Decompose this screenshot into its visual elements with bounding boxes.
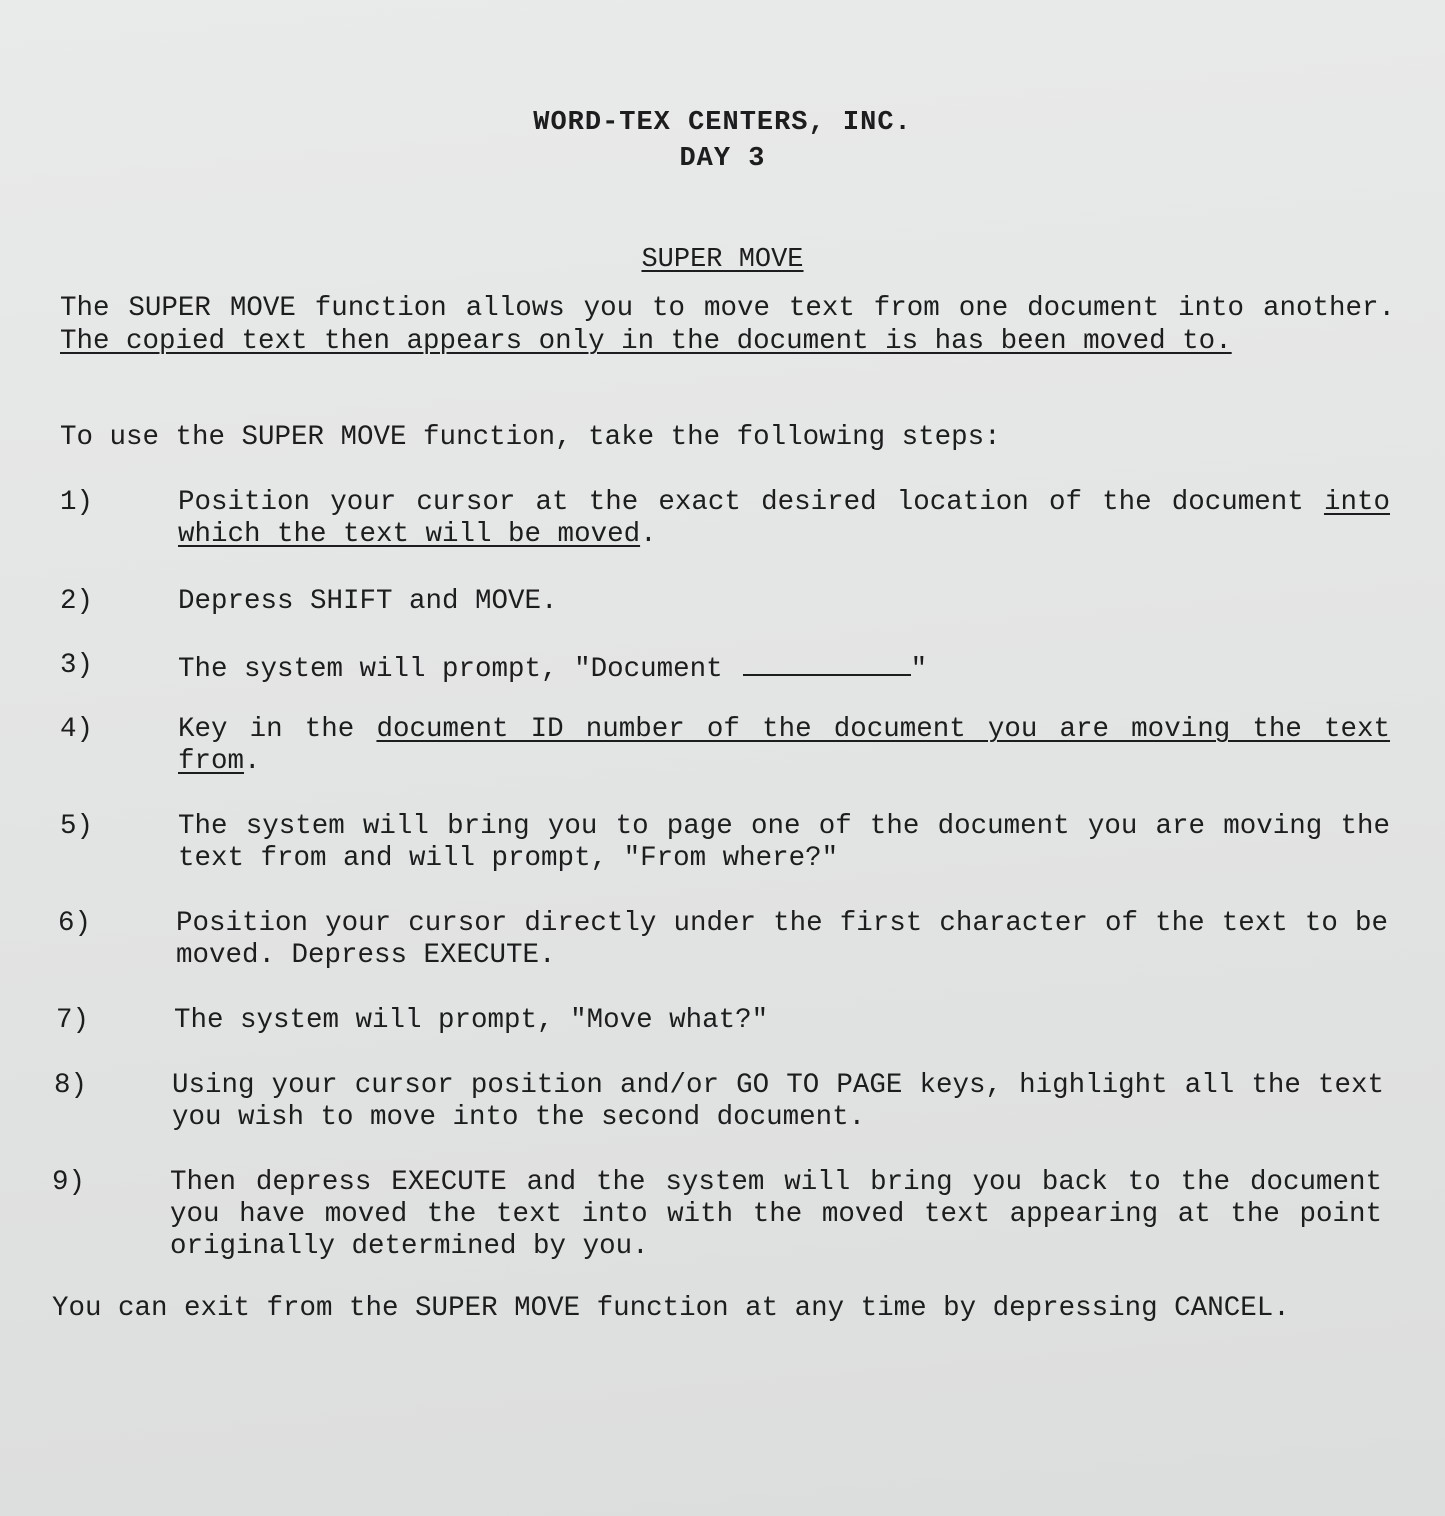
step-text-plain: The system will prompt, "Document xyxy=(178,654,723,685)
step-number: 4) xyxy=(60,714,94,745)
document-header xyxy=(0,105,1445,177)
step-number: 9) xyxy=(52,1167,86,1198)
step-text xyxy=(178,487,1390,551)
step-number: 7) xyxy=(56,1005,90,1036)
section-title xyxy=(0,243,1445,277)
section-title-text: SUPER MOVE xyxy=(641,245,804,275)
step-text: Then depress EXECUTE and the system will bring you back to the document you have moved the text into with the moved text appearing at the point originally determined by you. xyxy=(170,1167,1382,1262)
step-text: The system will bring you to page one of the document you are moving the text from and will prompt, "From where?" xyxy=(178,811,1390,874)
step-text-plain: Key in the xyxy=(178,714,377,745)
step-text-end: " xyxy=(910,654,928,685)
intro-paragraph xyxy=(60,292,1395,358)
step-number: 1) xyxy=(60,487,94,518)
step-text-end: . xyxy=(640,519,657,550)
step-number: 6) xyxy=(58,908,92,939)
company-name: WORD-TEX CENTERS, INC. xyxy=(533,108,912,138)
step-text-end: . xyxy=(244,746,261,777)
step-text-underlined: into which the text will be moved xyxy=(178,487,1390,550)
step-text-plain: Position your cursor at the exact desired location of the document xyxy=(178,487,1324,518)
step-text-underlined: document ID number of the document you are moving the text from xyxy=(178,714,1391,777)
step-text xyxy=(178,650,1390,686)
step-number: 8) xyxy=(54,1070,88,1101)
document-blank-line xyxy=(743,650,911,676)
step-number: 5) xyxy=(60,811,94,842)
intro-text: The SUPER MOVE function allows you to move text from one document into another. xyxy=(60,293,1395,324)
step-text: Using your cursor position and/or GO TO PAGE keys, highlight all the text you wish to move into the second document. xyxy=(172,1070,1384,1133)
intro-underlined-text: The copied text then appears only in the document is has been moved to. xyxy=(60,326,1232,357)
step-number: 2) xyxy=(60,586,94,617)
step-text: Position your cursor directly under the first character of the text to be moved. Depress EXECUTE. xyxy=(176,908,1388,971)
step-text: The system will prompt, "Move what?" xyxy=(174,1005,769,1036)
step-text: Depress SHIFT and MOVE. xyxy=(178,586,558,617)
step-text xyxy=(178,714,1390,778)
steps-lead: To use the SUPER MOVE function, take the following steps: xyxy=(60,422,1001,453)
day-label: DAY 3 xyxy=(679,144,766,174)
closing-paragraph: You can exit from the SUPER MOVE function at any time by depressing CANCEL. xyxy=(52,1293,1290,1324)
step-number: 3) xyxy=(60,650,94,681)
